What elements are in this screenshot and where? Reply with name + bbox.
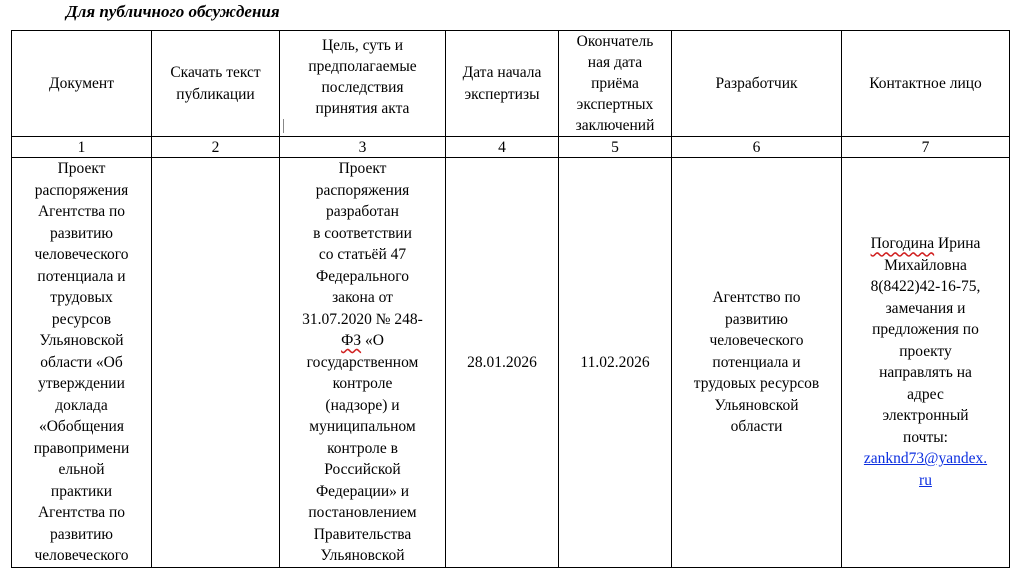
text-line: направлять на: [879, 364, 972, 382]
text-line: правопримени: [33, 439, 130, 457]
text-line: Документ: [49, 74, 114, 92]
column-number-6: 6: [672, 137, 842, 158]
text-line: человеческого: [709, 332, 804, 349]
text-line: электронный: [882, 407, 969, 425]
text-line: адрес: [907, 385, 944, 403]
text-line: Агентство по: [712, 289, 801, 306]
text-line: ФЗ «О: [341, 332, 384, 349]
text-line: потенциала и: [712, 353, 801, 371]
text-line: муниципальном: [309, 418, 416, 435]
text-line: Окончатель: [576, 33, 654, 50]
text-line: Российской: [324, 461, 401, 478]
text-line: распоряжения: [315, 181, 410, 199]
column-number-row: [12, 137, 1010, 158]
cell-purpose: [280, 158, 446, 568]
text-line: 31.07.2020 № 248-: [302, 310, 423, 328]
text-line: практики: [50, 482, 113, 500]
header-document: [12, 31, 152, 137]
text-line: 8(8422)42-16-75,: [870, 278, 981, 296]
text-line: Скачать текст: [170, 64, 261, 81]
text-line: Ульяновской: [714, 396, 799, 414]
text-line: Ульяновской: [320, 547, 405, 564]
column-number-1: 1: [12, 137, 152, 158]
text-line: Михайловна: [884, 256, 967, 274]
text-line: трудовых: [50, 289, 113, 306]
text-line: Проект: [57, 160, 106, 177]
text-line: предложения по: [872, 321, 979, 339]
text-line: государственном: [306, 353, 419, 371]
text-line: публикации: [176, 85, 255, 103]
text-line: Федерального: [315, 267, 410, 285]
text-line: постановлением: [308, 504, 417, 521]
text-line: трудовых ресурсов: [693, 375, 820, 392]
text-line: человеческого: [34, 246, 129, 263]
text-line: утверждении: [38, 375, 125, 392]
text-cursor-icon: [283, 119, 284, 133]
text-line: области «Об: [40, 353, 123, 371]
header-start-date: [446, 31, 559, 137]
column-number-3: 3: [280, 137, 446, 158]
header-contact: [842, 31, 1010, 137]
cell-developer: [672, 158, 842, 568]
header-developer: [672, 31, 842, 137]
text-line: в соответствии: [313, 224, 412, 242]
header-download: [152, 31, 280, 137]
cell-contact: [842, 158, 1010, 568]
text-line: контроле: [332, 375, 393, 392]
cell-download: [152, 158, 280, 568]
text-line: Проект: [338, 160, 387, 177]
public-discussion-table: [11, 30, 1010, 568]
text-line: доклада: [55, 396, 108, 414]
text-line: ельной: [58, 461, 105, 478]
column-number-2: 2: [152, 137, 280, 158]
header-end-date: [559, 31, 672, 137]
text-line: области: [730, 418, 783, 435]
text-line: разработан: [326, 203, 399, 220]
contact-name-line: Погодина Ирина: [870, 235, 981, 253]
column-number-7: 7: [842, 137, 1010, 158]
cell-end-date: 11.02.2026: [559, 158, 672, 568]
text-line: развитию: [49, 525, 113, 543]
text-line: принятия акта: [282, 98, 443, 133]
text-line: Контактное лицо: [869, 74, 982, 92]
text-line: экспертных: [576, 96, 654, 113]
text-line: Агентства по: [37, 504, 126, 521]
cell-document: [12, 158, 152, 568]
text-line: потенциала и: [37, 267, 126, 285]
column-number-4: 4: [446, 137, 559, 158]
text-line: контроле в: [327, 439, 398, 457]
email-link-continued[interactable]: ru: [919, 471, 932, 489]
text-line: Цель, суть и: [321, 36, 404, 54]
email-link[interactable]: zanknd73@yandex.: [863, 450, 988, 468]
text-line: человеческого: [34, 547, 129, 564]
header-purpose: [280, 31, 446, 137]
text-line: ная дата: [587, 54, 643, 71]
text-line: Дата начала: [462, 64, 542, 81]
text-line: распоряжения: [34, 181, 129, 199]
text-line: ресурсов: [51, 310, 112, 328]
text-line: Разработчик: [715, 74, 798, 92]
text-line: (надзоре) и: [325, 396, 400, 414]
text-line: приёма: [591, 75, 639, 92]
text-line: последствия: [321, 78, 404, 96]
text-line: экспертизы: [464, 85, 540, 103]
text-line: развитию: [49, 224, 113, 242]
text-line: Ульяновской: [39, 332, 124, 349]
text-line: предполагаемые: [308, 57, 417, 75]
text-line: Агентства по: [37, 203, 126, 220]
text-line: со статьёй 47: [318, 246, 407, 263]
text-line: проекту: [899, 342, 952, 360]
text-line: «Обобщения: [38, 418, 124, 435]
text-line: Федерации» и: [315, 482, 410, 500]
text-line: замечания и: [885, 299, 966, 317]
page-heading: Для публичного обсуждения: [66, 2, 280, 21]
cell-start-date: 28.01.2026: [446, 158, 559, 568]
table-row: [12, 158, 1010, 568]
text-line: развитию: [724, 310, 788, 328]
text-line: почты:: [903, 428, 948, 446]
text-line: заключений: [575, 117, 655, 134]
column-number-5: 5: [559, 137, 672, 158]
text-line: закона от: [332, 289, 393, 306]
header-row: [12, 31, 1010, 137]
text-line: Правительства: [313, 525, 412, 543]
